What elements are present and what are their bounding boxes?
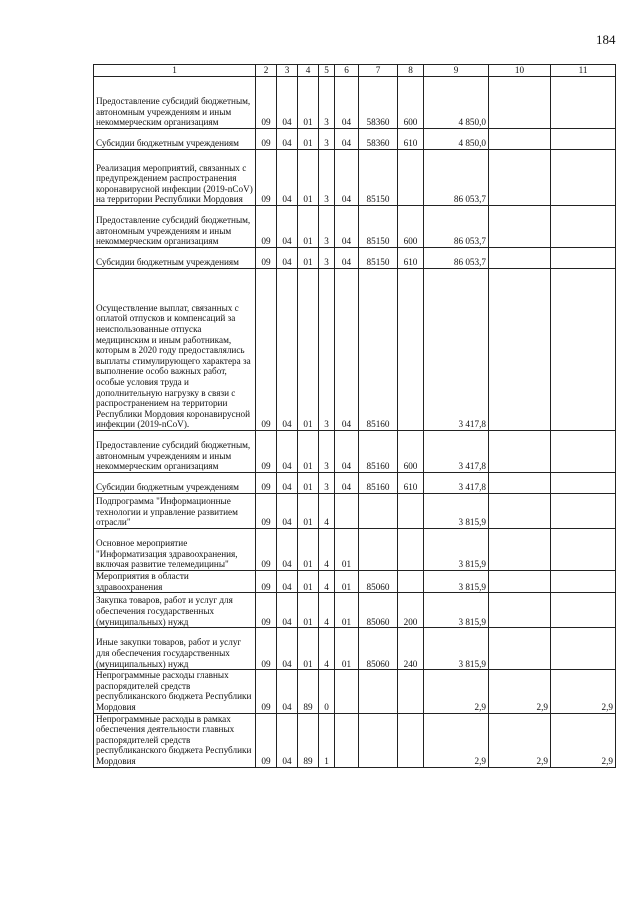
column-header: 7 [359, 65, 398, 77]
cell-direction [359, 713, 398, 767]
cell-direction: 85150 [359, 248, 398, 269]
cell-amount-2022 [489, 150, 551, 206]
page-number: 184 [596, 32, 616, 47]
cell-name: Предоставление субсидий бюджетным, автономным учреждениям и иным некоммерческим организациям [94, 206, 256, 248]
cell-rz: 09 [256, 713, 277, 767]
table-row [94, 494, 616, 529]
table-row [94, 431, 616, 473]
cell-expense-type [398, 150, 424, 206]
cell-event [335, 670, 359, 713]
cell-rz: 09 [256, 206, 277, 248]
cell-amount-2021: 3 815,9 [424, 494, 489, 529]
table-row [94, 571, 616, 593]
cell-direction: 85160 [359, 431, 398, 473]
cell-event: 04 [335, 77, 359, 129]
table-body [94, 77, 616, 768]
cell-rz: 09 [256, 431, 277, 473]
cell-program: 01 [298, 269, 319, 431]
cell-amount-2023 [551, 593, 616, 628]
cell-rz: 09 [256, 269, 277, 431]
cell-event: 04 [335, 269, 359, 431]
cell-expense-type [398, 494, 424, 529]
cell-rz: 09 [256, 529, 277, 571]
cell-pr: 04 [277, 206, 298, 248]
cell-amount-2023 [551, 129, 616, 150]
cell-expense-type: 610 [398, 129, 424, 150]
cell-amount-2022 [489, 529, 551, 571]
cell-amount-2023 [551, 150, 616, 206]
column-header: 2 [256, 65, 277, 77]
cell-event: 01 [335, 529, 359, 571]
cell-name: Закупка товаров, работ и услуг для обеспечения государственных (муниципальных) нужд [94, 593, 256, 628]
cell-program: 01 [298, 248, 319, 269]
cell-program: 01 [298, 473, 319, 494]
cell-event: 04 [335, 129, 359, 150]
cell-event [335, 494, 359, 529]
cell-amount-2022 [489, 571, 551, 593]
cell-pr: 04 [277, 473, 298, 494]
cell-name: Предоставление субсидий бюджетным, автономным учреждениям и иным некоммерческим организациям [94, 77, 256, 129]
cell-expense-type: 240 [398, 628, 424, 670]
cell-rz: 09 [256, 628, 277, 670]
cell-amount-2023 [551, 571, 616, 593]
table-row [94, 670, 616, 713]
table-row [94, 77, 616, 129]
cell-amount-2022 [489, 628, 551, 670]
cell-direction: 85150 [359, 150, 398, 206]
cell-direction: 58360 [359, 129, 398, 150]
cell-expense-type [398, 670, 424, 713]
cell-event: 04 [335, 431, 359, 473]
cell-event: 04 [335, 473, 359, 494]
cell-amount-2021: 3 815,9 [424, 628, 489, 670]
cell-subprogram: 0 [319, 670, 335, 713]
cell-direction: 85060 [359, 593, 398, 628]
cell-amount-2022 [489, 593, 551, 628]
cell-direction [359, 494, 398, 529]
table-row [94, 473, 616, 494]
cell-rz: 09 [256, 150, 277, 206]
cell-name: Субсидии бюджетным учреждениям [94, 129, 256, 150]
cell-name: Предоставление субсидий бюджетным, автономным учреждениям и иным некоммерческим организациям [94, 431, 256, 473]
table-row [94, 628, 616, 670]
table-row [94, 593, 616, 628]
cell-direction: 85150 [359, 206, 398, 248]
cell-amount-2023 [551, 77, 616, 129]
cell-amount-2021: 3 815,9 [424, 593, 489, 628]
column-header: 8 [398, 65, 424, 77]
cell-direction [359, 529, 398, 571]
cell-program: 01 [298, 77, 319, 129]
cell-event: 01 [335, 628, 359, 670]
cell-subprogram: 3 [319, 431, 335, 473]
cell-amount-2021: 2,9 [424, 670, 489, 713]
cell-pr: 04 [277, 269, 298, 431]
cell-rz: 09 [256, 494, 277, 529]
table-header-row [94, 65, 616, 77]
cell-name: Реализация мероприятий, связанных с предупреждением распространения коронавирусной инфекции (2019-nCoV) на территории Республики Мордовия [94, 150, 256, 206]
cell-subprogram: 4 [319, 593, 335, 628]
cell-rz: 09 [256, 571, 277, 593]
cell-amount-2022: 2,9 [489, 713, 551, 767]
cell-direction: 85160 [359, 473, 398, 494]
cell-pr: 04 [277, 129, 298, 150]
cell-program: 01 [298, 571, 319, 593]
cell-subprogram: 1 [319, 713, 335, 767]
cell-program: 01 [298, 529, 319, 571]
cell-amount-2022 [489, 77, 551, 129]
cell-amount-2021: 3 417,8 [424, 269, 489, 431]
cell-program: 01 [298, 628, 319, 670]
cell-amount-2021: 4 850,0 [424, 77, 489, 129]
cell-amount-2023 [551, 269, 616, 431]
cell-name: Основное мероприятие "Информатизация здравоохранения, включая развитие телемедицины" [94, 529, 256, 571]
cell-expense-type: 600 [398, 206, 424, 248]
cell-expense-type: 610 [398, 248, 424, 269]
cell-subprogram: 3 [319, 77, 335, 129]
cell-pr: 04 [277, 494, 298, 529]
cell-rz: 09 [256, 77, 277, 129]
cell-name: Подпрограмма "Информационные технологии и управление развитием отрасли" [94, 494, 256, 529]
cell-name: Непрограммные расходы в рамках обеспечения деятельности главных распорядителей средств республиканского бюджета Республики Мордовия [94, 713, 256, 767]
column-header: 1 [94, 65, 256, 77]
cell-amount-2022 [489, 269, 551, 431]
cell-amount-2023 [551, 206, 616, 248]
cell-subprogram: 3 [319, 269, 335, 431]
cell-expense-type [398, 529, 424, 571]
cell-amount-2023 [551, 473, 616, 494]
cell-program: 01 [298, 150, 319, 206]
cell-subprogram: 4 [319, 494, 335, 529]
table-row [94, 269, 616, 431]
cell-amount-2022 [489, 494, 551, 529]
column-header: 4 [298, 65, 319, 77]
cell-rz: 09 [256, 670, 277, 713]
cell-pr: 04 [277, 248, 298, 269]
cell-amount-2023 [551, 628, 616, 670]
cell-amount-2023: 2,9 [551, 713, 616, 767]
cell-expense-type: 610 [398, 473, 424, 494]
cell-amount-2023: 2,9 [551, 670, 616, 713]
cell-program: 01 [298, 431, 319, 473]
cell-subprogram: 3 [319, 473, 335, 494]
cell-amount-2023 [551, 248, 616, 269]
cell-amount-2022 [489, 473, 551, 494]
cell-subprogram: 4 [319, 529, 335, 571]
cell-pr: 04 [277, 431, 298, 473]
cell-event: 04 [335, 206, 359, 248]
column-header: 11 [551, 65, 616, 77]
cell-direction: 85060 [359, 628, 398, 670]
cell-subprogram: 3 [319, 248, 335, 269]
cell-direction: 85060 [359, 571, 398, 593]
budget-table [93, 64, 616, 768]
cell-rz: 09 [256, 129, 277, 150]
cell-name: Осуществление выплат, связанных с оплатой отпусков и компенсаций за неиспользованные отпуска медицинским и иным работникам, которым в 2020 году предоставлялись выплаты стимулирующего характера за выполнение особо важных работ, особые условия труда и дополнительную нагрузку в связи с распространением на территории Республики Мордовия коронавирусной инфекции (2019-nCoV). [94, 269, 256, 431]
column-header: 10 [489, 65, 551, 77]
column-header: 9 [424, 65, 489, 77]
table-row [94, 129, 616, 150]
cell-amount-2022 [489, 129, 551, 150]
cell-direction: 58360 [359, 77, 398, 129]
cell-expense-type: 600 [398, 77, 424, 129]
cell-pr: 04 [277, 670, 298, 713]
cell-program: 89 [298, 713, 319, 767]
table-row [94, 150, 616, 206]
cell-event: 04 [335, 150, 359, 206]
cell-amount-2021: 3 417,8 [424, 473, 489, 494]
cell-amount-2021: 2,9 [424, 713, 489, 767]
table-row [94, 206, 616, 248]
cell-amount-2021: 3 815,9 [424, 529, 489, 571]
cell-expense-type: 200 [398, 593, 424, 628]
cell-amount-2022 [489, 206, 551, 248]
cell-amount-2021: 3 815,9 [424, 571, 489, 593]
cell-name: Субсидии бюджетным учреждениям [94, 473, 256, 494]
cell-pr: 04 [277, 593, 298, 628]
cell-subprogram: 3 [319, 206, 335, 248]
table-row [94, 248, 616, 269]
cell-pr: 04 [277, 713, 298, 767]
cell-expense-type [398, 269, 424, 431]
cell-subprogram: 3 [319, 150, 335, 206]
cell-program: 01 [298, 494, 319, 529]
column-header: 6 [335, 65, 359, 77]
cell-amount-2023 [551, 494, 616, 529]
cell-name: Иные закупки товаров, работ и услуг для обеспечения государственных (муниципальных) нужд [94, 628, 256, 670]
cell-name: Субсидии бюджетным учреждениям [94, 248, 256, 269]
cell-amount-2022 [489, 431, 551, 473]
cell-event: 04 [335, 248, 359, 269]
cell-name: Мероприятия в области здравоохранения [94, 571, 256, 593]
cell-program: 89 [298, 670, 319, 713]
cell-amount-2021: 3 417,8 [424, 431, 489, 473]
cell-event [335, 713, 359, 767]
cell-subprogram: 3 [319, 129, 335, 150]
cell-subprogram: 4 [319, 571, 335, 593]
column-header: 3 [277, 65, 298, 77]
cell-program: 01 [298, 129, 319, 150]
column-header: 5 [319, 65, 335, 77]
cell-subprogram: 4 [319, 628, 335, 670]
cell-pr: 04 [277, 77, 298, 129]
cell-pr: 04 [277, 150, 298, 206]
cell-pr: 04 [277, 529, 298, 571]
cell-program: 01 [298, 206, 319, 248]
cell-amount-2021: 86 053,7 [424, 248, 489, 269]
cell-pr: 04 [277, 628, 298, 670]
cell-expense-type [398, 571, 424, 593]
cell-event: 01 [335, 571, 359, 593]
cell-pr: 04 [277, 571, 298, 593]
cell-rz: 09 [256, 593, 277, 628]
cell-amount-2022: 2,9 [489, 670, 551, 713]
cell-amount-2021: 4 850,0 [424, 129, 489, 150]
cell-expense-type [398, 713, 424, 767]
cell-name: Непрограммные расходы главных распорядителей средств республиканского бюджета Республики Мордовия [94, 670, 256, 713]
cell-amount-2023 [551, 529, 616, 571]
cell-direction: 85160 [359, 269, 398, 431]
cell-rz: 09 [256, 248, 277, 269]
cell-amount-2021: 86 053,7 [424, 150, 489, 206]
table-row [94, 713, 616, 767]
cell-direction [359, 670, 398, 713]
cell-event: 01 [335, 593, 359, 628]
cell-amount-2021: 86 053,7 [424, 206, 489, 248]
table-row [94, 529, 616, 571]
cell-amount-2023 [551, 431, 616, 473]
cell-expense-type: 600 [398, 431, 424, 473]
cell-rz: 09 [256, 473, 277, 494]
cell-program: 01 [298, 593, 319, 628]
cell-amount-2022 [489, 248, 551, 269]
